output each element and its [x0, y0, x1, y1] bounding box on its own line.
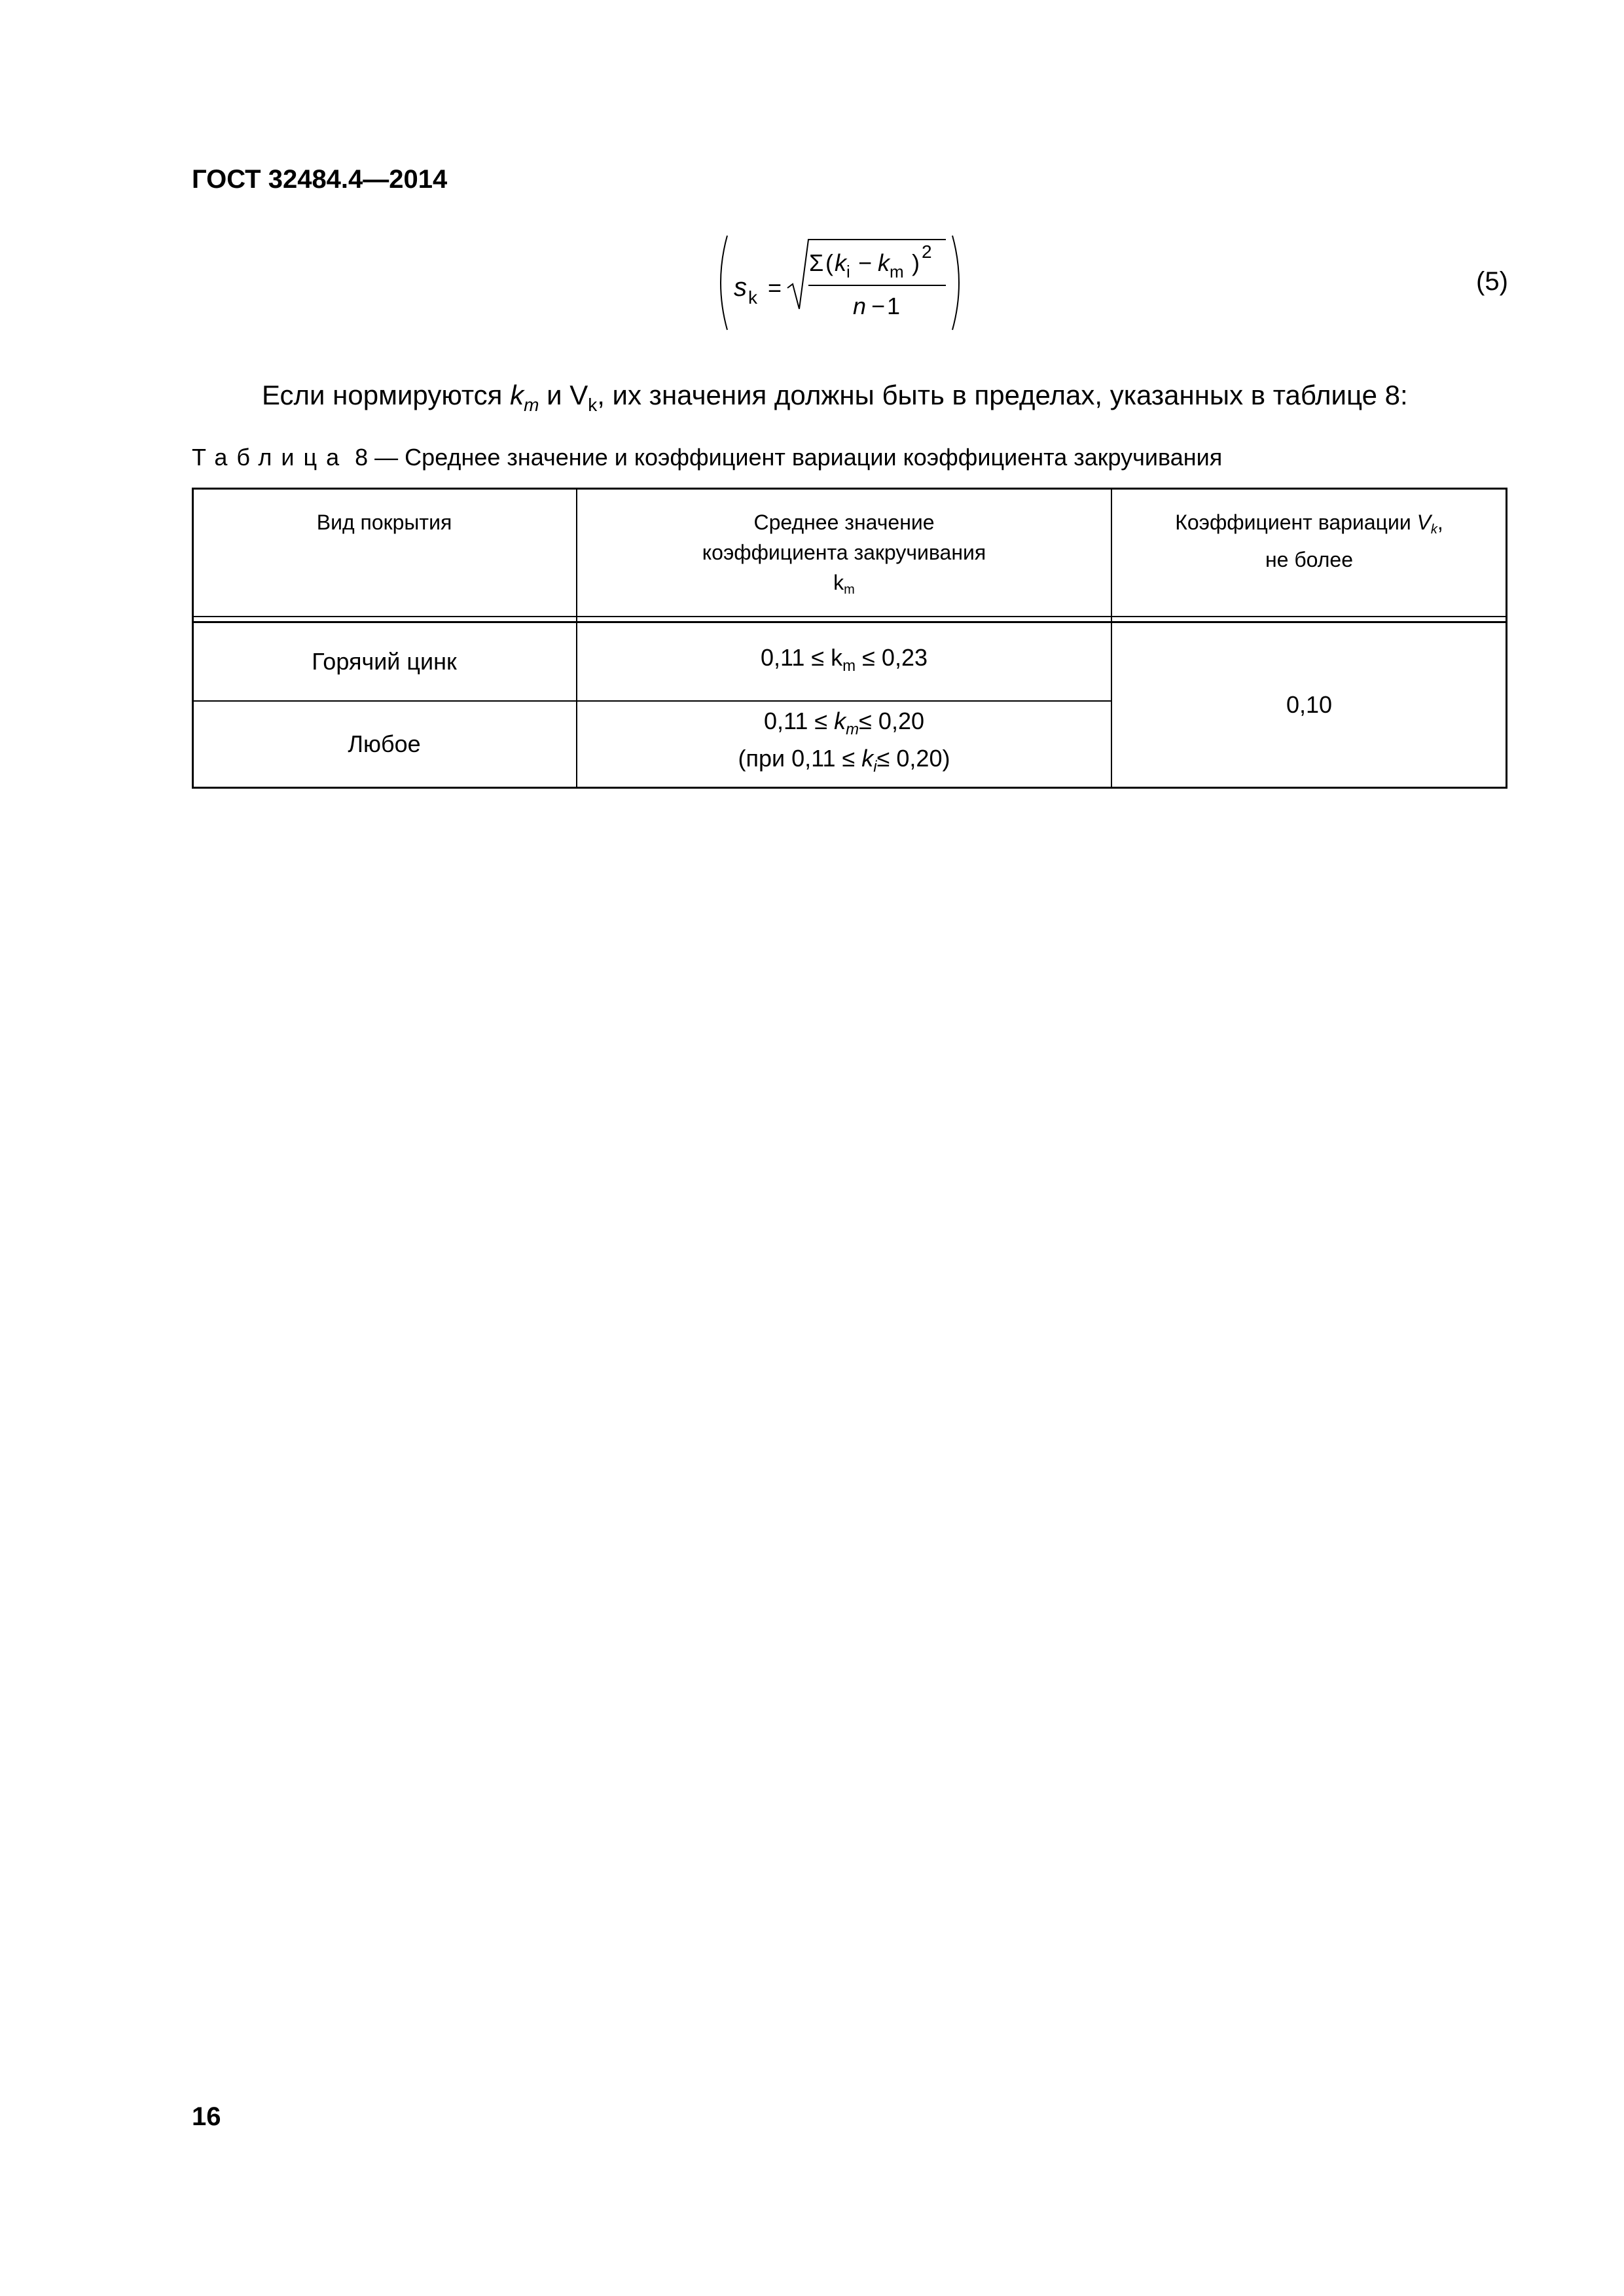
document-header: ГОСТ 32484.4—2014 [192, 165, 448, 194]
formula-minus: − [858, 249, 873, 276]
formula-sigma: Σ [809, 249, 824, 276]
formula-number: (5) [1476, 267, 1508, 296]
formula-n: n [853, 293, 867, 319]
row-1-range: $0,11 \le k_m \le 0,23$ [761, 643, 928, 675]
formula-ki: k [835, 249, 846, 276]
formula [715, 230, 964, 335]
paragraph-text-2: и V [539, 380, 588, 410]
caption-prefix: Таблица [192, 444, 349, 471]
table-caption [192, 444, 1222, 471]
row-1-coating: Горячий цинк [312, 648, 457, 675]
paragraph-vk-sub: k [588, 395, 598, 415]
variation-value-cell: 0,10 [1286, 691, 1333, 718]
formula-equals: = [768, 274, 782, 301]
header-variation-coefficient: Коэффициент вариации $V_k$, не более [1175, 511, 1443, 571]
page-number: 16 [192, 2102, 221, 2131]
header-mean-value: Среднее значение коэффициента закручивания $k_m$ [702, 511, 986, 597]
paragraph-km: k [510, 380, 524, 410]
formula-right-bracket [952, 236, 959, 330]
formula-ki-sub: i [846, 262, 850, 281]
formula-km-sub: m [890, 262, 904, 281]
formula-km: k [878, 249, 890, 276]
formula-left-bracket [721, 236, 727, 330]
formula-svg [715, 230, 964, 335]
data-table [192, 488, 1507, 789]
formula-lhs: s [734, 273, 747, 302]
paragraph-text-1: Если нормируются [262, 380, 511, 410]
formula-lhs-sub: k [748, 287, 757, 308]
caption-text: 8 — Среднее значение и коэффициент вариации коэффициента закручивания [348, 444, 1223, 471]
paragraph [262, 380, 1408, 416]
formula-open-paren: ( [825, 249, 833, 276]
formula-close-paren: ) [912, 249, 920, 276]
formula-minus-2: − [871, 293, 886, 319]
row-2-coating: Любое [348, 730, 421, 757]
formula-one: 1 [887, 293, 901, 319]
row-2-range: $0,11 \le k_m\le 0,20$ (при $0,11 \le k_i\le 0,20$) [738, 708, 950, 776]
formula-power: 2 [922, 242, 932, 262]
header-coating-type: Вид покрытия [316, 511, 452, 534]
paragraph-km-sub: m [524, 395, 539, 415]
paragraph-text-3: , их значения должны быть в пределах, указанных в таблице 8: [597, 380, 1408, 410]
